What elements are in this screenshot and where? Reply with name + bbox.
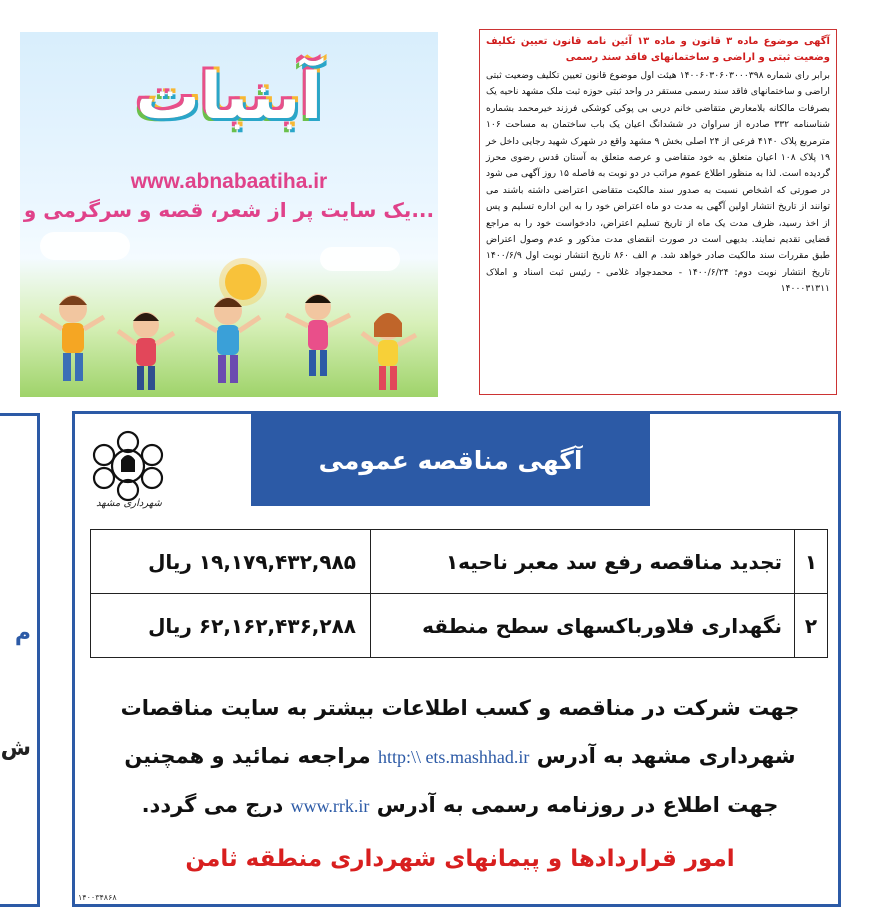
instruction-line [95,732,825,781]
tender-title: آگهی مناقصه عمومی [251,414,650,506]
fragment-text: م [14,621,31,646]
ad-slogan: یک سایت پر از شعر، قصه و سرگرمی و... [23,198,435,222]
notice-body: برابر رای شماره ۱۴۰۰۶۰۳۰۶۰۳۰۰۰۳۹۸ هیئت اول موضوع قانون تعیین تکلیف وضعیت ثبتی اراضی و ساختمانهای فاقد سند رسمی مستقر در واحد ثبتی حوزه ثبت ملک مشهد ناحیه یک بصرفات مالکانه بلامعارض متقاضی خانم دربی بی پوکی کوشکی فرزند خیرمحمد بشماره شناسنامه ۳۳۲ صادره از سراوان در ششدانگ اعیان یک باب ساختمان به مساحت ۱۰۶ مترمربع پلاک ۴۱۴۰ فرعی از ۲۴ اصلی بخش ۹ مشهد واقع در شهرک شهید رجایی داخل خر ۱۹ پلاک ۱۰۸ اعیان متعلق به خود متقاضی و عرصه متعلق به آستان قدس رضوی محرز گردیده است. لذا به منظور اطلاع عموم مراتب در دو نوبت به فاصله ۱۵ روز آگهی می شود در صورتی که اشخاص نسبت به صدور سند مالکیت متقاضی اعتراضی داشته باشند می توانند از تاریخ انتشار اولین آگهی به مدت دو ماه اعتراض خود را به این اداره تسلیم و پس از اخذ رسید، ظرف مدت یک ماه از تاریخ تسلیم اعتراض، دادخواست خود را به مراجع قضایی تقدیم نمایند. بدیهی است در صورت انقضای مدت مذکور و عدم وصول اعتراض طبق مقررات سند مالکیت صادر خواهد شد. م الف ۸۶۰ تاریخ انتشار نوبت اول ۱۴۰۰/۶/۹ تاریخ انتشار نوبت دوم: ۱۴۰۰/۶/۲۴ - محمدجواد غلامی - رئیس ثبت اسناد و املاک ۱۴۰۰۰۳۱۳۱۱ [486,70,831,295]
table-row [91,530,828,594]
tender-instructions [95,684,825,830]
instruction-line [95,781,825,830]
notice-title: آگهی موضوع ماده ۳ قانون و ماده ۱۳ آئین نامه قانون تعیین تکلیف وضعیت ثبتی و اراضی و ساختمانهای فاقد سند رسمی [486,36,830,63]
public-tender-ad [72,411,841,907]
item-number: ۱ [795,530,828,594]
cloud-decoration [320,247,400,271]
item-number: ۲ [795,594,828,658]
item-price: ۶۲,۱۶۲,۴۳۶,۲۸۸ ریال [91,594,371,658]
instruction-text: مراجعه نمائید و همچنین [124,744,371,768]
ets-website-link[interactable]: http:\\ ets.mashhad.ir [377,747,530,767]
cloud-decoration [40,232,130,260]
child-figure [40,295,104,381]
emblem-caption: شهرداری مشهد [96,498,162,509]
child-figure [196,297,260,383]
adjacent-ad-fragment [0,413,40,907]
item-price: ۱۹,۱۷۹,۴۳۲,۹۸۵ ریال [91,530,371,594]
abnabat-advertisement[interactable] [20,32,438,397]
fragment-text: ش [0,736,31,761]
instruction-text: درج می گردد. [141,793,284,817]
item-description: تجدید مناقصه رفع سد معبر ناحیه۱ [371,530,795,594]
tender-items-table [90,529,828,658]
instruction-line: جهت شرکت در مناقصه و کسب اطلاعات بیشتر به سایت مناقصات [120,696,800,720]
item-description: نگهداری فلاورباکسهای سطح منطقه [371,594,795,658]
ad-url[interactable]: www.abnabaatiha.ir [130,170,328,193]
issuer-department: امور قراردادها و پیمانهای شهرداری منطقه ثامن [185,846,735,872]
instruction-text: جهت اطلاع در روزنامه رسمی به آدرس [376,793,779,817]
child-figure [362,313,416,390]
ad-logo: آبنبات [135,60,323,134]
table-row [91,594,828,658]
child-figure [118,312,174,390]
reference-number: ۱۴۰۰۳۴۸۶۸ [78,893,117,902]
instruction-text: شهرداری مشهد به آدرس [536,744,796,768]
child-figure [286,294,350,376]
registration-notice [479,29,837,395]
children-illustration [28,287,428,397]
rrk-website-link[interactable]: www.rrk.ir [290,796,370,816]
